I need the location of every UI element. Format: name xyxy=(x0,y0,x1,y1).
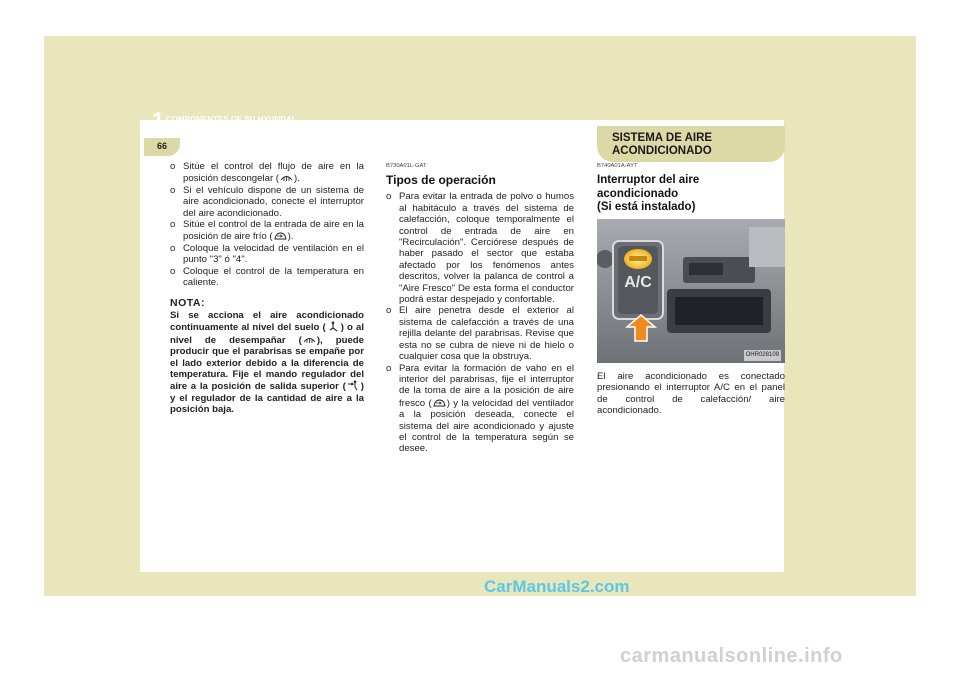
photo-ac-label: A/C xyxy=(624,273,652,291)
nota-body: Si se acciona el aire acondicionado continuamente al nivel del suelo ( ) o al nivel de desempañar ( ), puede producir que el parabrisas se empañe por el lado exterior debido a la diferencia de temperatura. Fije el mando regulador del aire a la posición de salida superior ( ) y el regulador de la cantidad de aire a la posición baja. xyxy=(170,309,364,416)
nota-title: NOTA: xyxy=(170,297,205,310)
chapter-number: 1 xyxy=(152,108,165,133)
list-item: o El aire penetra desde el exterior al sistema de calefacción a través de una rejilla delante del parabrisas. Revise que esta no se cubra de nieve ni de hielo o cualquier cosa que la obstruya. xyxy=(386,305,574,362)
defrost-steps-list xyxy=(170,161,364,288)
section-tab-line1: SISTEMA DE AIRE xyxy=(612,132,713,144)
list-item: o Para evitar la formación de vaho en el interior del parabrisas, fije el interruptor de la toma de aire a la posición de aire fresco ( ) y la velocidad del ventilador a la posición deseada, conecte el sistema del aire acondicionado y ajuste el control de la temperatura según se desee. xyxy=(386,363,574,455)
page-number: 66 xyxy=(144,138,180,156)
list-item: o Para evitar la entrada de polvo o humos al habitáculo a través del sistema de calefacción, coloque temporalmente el control de entrada de aire en "Recirculación". Cerciórese después de haber pasado el sector que estaba afectado por los fenómenos antes descritos, volver la palanca de control a "Aire Fresco" De esta forma el conductor podrá estar despejado y confortable. xyxy=(386,191,574,305)
column-2 xyxy=(386,161,574,455)
chapter-title: COMPONENTES DE SU HYUNDAI xyxy=(166,115,295,124)
column-1 xyxy=(170,161,364,416)
operation-list xyxy=(386,191,574,454)
ac-switch-photo xyxy=(597,219,785,363)
face-vent-icon xyxy=(347,380,360,391)
section-heading: Tipos de operación xyxy=(386,173,496,188)
fresh-air-icon xyxy=(433,397,446,408)
fresh-air-icon xyxy=(274,230,287,241)
watermark-carmanuals2: CarManuals2.com xyxy=(484,577,630,596)
column-3 xyxy=(597,161,785,417)
section-tab xyxy=(597,126,785,162)
section-code: B740A01A-AYT xyxy=(597,163,638,169)
dashboard-illustration xyxy=(597,219,785,363)
photo-caption: OHR028109 xyxy=(744,350,781,361)
section-tab-line2: ACONDICIONADO xyxy=(612,145,712,157)
section-heading: Interruptor del aire acondicionado (Si está instalado) xyxy=(597,174,700,214)
ac-switch-description: El aire acondicionado es conectado presionando el interruptor A/C en el panel de control de calefacción/ aire acondicionado. xyxy=(597,370,785,417)
defrost-icon xyxy=(303,334,316,345)
watermark-carmanualsonline: carmanualsonline.info xyxy=(620,645,843,667)
list-item: o Si el vehículo dispone de un sistema de aire acondicionado, conecte el interruptor del aire acondicionado. xyxy=(170,185,364,219)
list-item: o Coloque la velocidad de ventilación en el punto "3" ó "4". xyxy=(170,243,364,266)
list-item: o Coloque el control de la temperatura en caliente. xyxy=(170,266,364,289)
list-item: o Sitúe el control del flujo de aire en la posición descongelar ( ). xyxy=(170,161,364,185)
section-code: B730A01L-GAT xyxy=(386,163,427,169)
defrost-icon xyxy=(280,172,293,183)
floor-vent-icon xyxy=(327,321,340,332)
list-item: o Sitúe el control de la entrada de aire en la posición de aire frío ( ). xyxy=(170,219,364,243)
